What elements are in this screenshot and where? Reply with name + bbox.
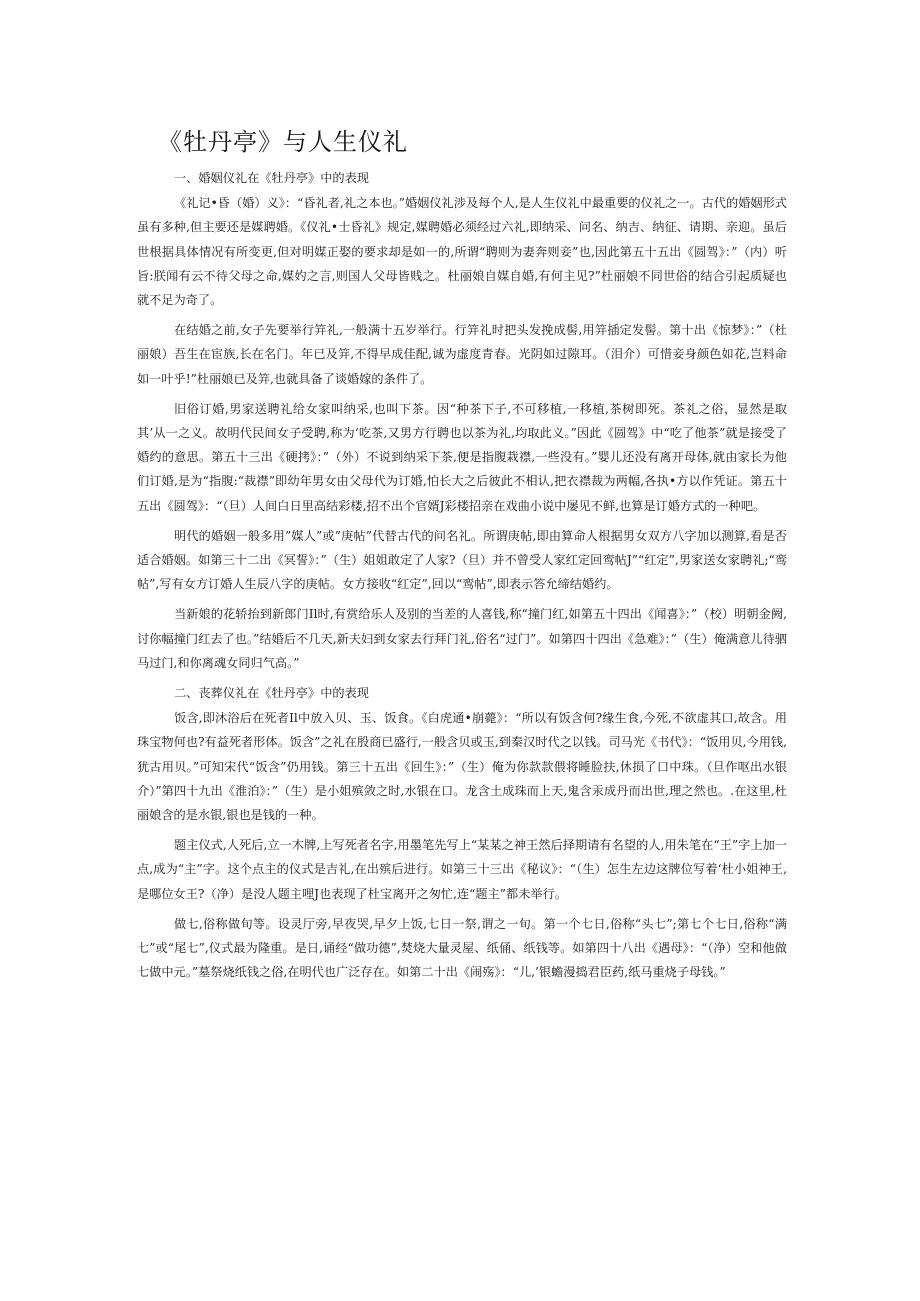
paragraph: 《礼记•昏（婚）义》：“昏礼者,礼之本也。”婚姻仪礼涉及每个人,是人生仪礼中最重要的仪礼之一。古代的婚姻形式虽有多种,但主要还是媒聘婚。《仪礼•士昏礼》规定,媒聘婚必须经过六礼,即纳采、问名、纳吉、纳征、请期、亲迎。虽后世根据具体情况有所变更,但对明媒正娶的要求却是如一的,所谓“聘则为妻奔则妾”也,因此第五十五出《圆驾》：”（内）听旨:朕闻有云不待父母之命,媒妁之言,则国人父母皆贱之。杜丽娘自媒自婚,有何主见?”杜丽娘不同世俗的结合引起质疑也就不足为奇了。	[137, 196, 787, 308]
paragraph: 做七,俗称做旬等。设灵厅旁,早夜哭,早夕上饭,七日一祭,谓之一旬。第一个七日,俗称“头七”;第七个七日,俗称“满七”或“尾七”,仪式最为隆重。是日,诵经“做功德”,焚烧大量灵屋、纸俑、纸钱等。如第四十八出《遇母》：“（净）空和他做七做中元。”墓祭烧纸钱之俗,在明代也广泛存在。如第二十出《闹殇》：“儿,’银蟾漫捣君臣药,纸马重烧子母钱。”	[137, 916, 787, 980]
paragraph: 旧俗订婚,男家送聘礼给女家叫纳采,也叫下茶。因“种茶下子,不可移植,一移植,茶树即死。茶礼之俗，显然是取其’从一之义。故明代民间女子受聘,称为‘吃茶,又男方行聘也以茶为礼,均取此义。”因此《圆驾》中“吃了他茶”就是接受了婚约的意思。第五十三出《硬拷》：”（外）不说到纳采下茶,便是指腹栽襟,一些没有。”婴儿还没有离开母体,就由家长为他们订婚,是为“指腹:“裁襟”即幼年男女由父母代为订婚,怕长大之后彼此不相认,把衣襟裁为两幅,各执•方以作凭证。第五十五出《圆驾》：“（旦）人间白日里高结彩楼,招不出个官婿J彩楼招亲在戏曲小说中屡见不鲜,也算是订婚方式的一种吧。	[137, 401, 787, 513]
document-body	[137, 166, 787, 991]
paragraph: 在结婚之前,女子先要举行笄礼,一般满十五岁举行。行笄礼时把头发挽成髻,用笄插定发髻。第十出《惊梦》：”（杜丽娘）吾生在宦族,长在名门。年已及笄,不得早成佳配,诚为虚度青春。光阴如过隙耳。（泪介）可惜妾身颜色如花,岂料命如一叶乎!”杜丽娘已及笄,也就具备了谈婚嫁的条件了。	[137, 323, 787, 386]
section-heading: 二、丧葬仪礼在《牡丹亭》中的表现	[174, 686, 369, 701]
paragraph: 当新娘的花轿抬到新郎门Il时,有赏给乐人及别的当差的人喜钱,称“撞门红,如第五十四出《闻喜》：”（校）明朝金阙,讨你幅撞门红去了也。”结婚后不几天,新夫妇到女家去行拜门礼,俗名“过门”。如第四十四出《急难》：”（生）俺满意儿待驷马过门,和你离魂女同归气高。”	[137, 607, 787, 670]
section-heading: 一、婚姻仪礼在《牡丹亭》中的表现	[174, 171, 369, 185]
paragraph: 题主仪式,人死后,立一木牌,上写死者名字,用墨笔先写上“某某之神王然后择期请有名望的人,用朱笔在“王”字上加一点,成为“主”字。这个点主的仪式是吉礼,在出殡后进行。如第三十三出《秘议》：“（生）怎生左边这牌位写着‘杜小姐神王,是哪位女王?（净）是没人题主哩J也表现了杜宝离开之匆忙,连“题主”都未举行。	[137, 838, 787, 901]
paragraph: 饭含,即沐浴后在死者Il中放入贝、玉、饭食。《白虎通•崩薨》：“所以有饭含何?缘生食,今死,不欲虚其口,故含。用珠宝物何也?有益死者形体。饭含”之礼在殷商已盛行,一般含贝或玉,到秦汉时代之以钱。司马光《书代》：“饭用贝,今用钱,犹古用贝。”可知宋代“饭含”仍用钱。第三十五出《回生》：”（生）俺为你款款偎将睡脸扶,休损了口中珠。（旦作呕出水银介）”第四十九出《淮泊》：”（生）是小姐殡敛之时,水银在口。龙含土成珠而上天,鬼含汞成丹而出世,理之然也。.在这里,杜丽娘含的是水银,银也是钱的一种。	[137, 711, 787, 823]
document-title: 《牡丹亭》与人生仪礼	[158, 128, 408, 156]
paragraph: 明代的婚姻一般多用”媒人”或”庚帖”代替古代的问名礼。所谓庚帖,即由算命人根据男女双方八字加以测算,看是否适合婚姻。如第三十二出《冥誓》：”（生）姐姐敢定了人家?（旦）并不曾受人家红定回鸾帖J”“红定”,男家送女家聘礼;“鸾帖”,写有女方订婚人生辰八字的庚帖。女方接收“红定”,回以“鸾帖”,即表示答允缔结婚约。	[137, 528, 787, 592]
section-funeral-rites	[137, 681, 787, 984]
section-marriage-rites	[137, 166, 787, 675]
